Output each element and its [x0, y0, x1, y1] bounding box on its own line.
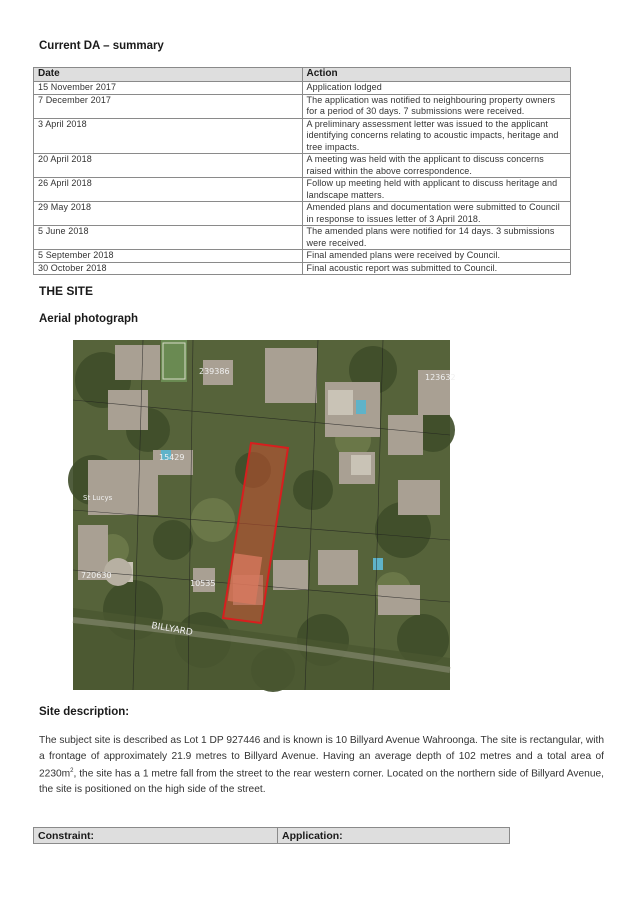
row-action: A meeting was held with the applicant to discuss concerns raised within the above correspondence.	[302, 154, 571, 178]
column-header-date: Date	[34, 68, 303, 82]
table-row	[34, 250, 571, 263]
table-row	[34, 94, 571, 118]
place-label: St Lucys	[83, 494, 113, 502]
row-date: 3 April 2018	[34, 118, 303, 154]
constraints-table	[33, 827, 510, 844]
row-action: Application lodged	[302, 82, 571, 95]
road-label: BILLYARD	[150, 621, 194, 639]
aerial-photo-svg	[73, 340, 456, 690]
row-date: 29 May 2018	[34, 202, 303, 226]
column-header-action: Action	[302, 68, 571, 82]
lot-label: 123632	[425, 373, 456, 382]
row-action: Follow up meeting held with applicant to discuss heritage and landscape matters.	[302, 178, 571, 202]
table-row	[34, 118, 571, 154]
table-row	[34, 226, 571, 250]
column-header-constraint: Constraint:	[34, 828, 278, 844]
lot-label: 720630	[81, 571, 112, 580]
table-header-row	[34, 828, 510, 844]
lot-label: 239386	[199, 367, 230, 376]
da-summary-table	[33, 67, 571, 275]
row-date: 5 June 2018	[34, 226, 303, 250]
site-description-text	[39, 733, 604, 797]
lot-label: 15429	[159, 453, 185, 462]
table-row	[34, 154, 571, 178]
row-action: Final amended plans were received by Council.	[302, 250, 571, 263]
table-header-row	[34, 68, 571, 82]
summary-heading: Current DA – summary	[39, 40, 164, 52]
aerial-photo-heading: Aerial photograph	[39, 313, 139, 325]
row-date: 7 December 2017	[34, 94, 303, 118]
description-text-part: , the site has a 1 metre fall from the street to the rear western corner. Located on the northern side of Billyard Avenue, the site is positioned on the high side of the street.	[39, 768, 604, 795]
column-header-application: Application:	[278, 828, 510, 844]
description-text-part: The subject site is described as Lot 1 DP 927446 and is known is 10 Billyard Avenue Wahroonga. The site is rectangular, with a frontage of approximately 21.9 metres to Billyard Avenue. Having an average depth of 102 metres and a total area of 2230m	[39, 735, 604, 780]
area-unit-superscript: 2	[70, 768, 74, 774]
row-date: 26 April 2018	[34, 178, 303, 202]
table-row	[34, 178, 571, 202]
row-action: Amended plans and documentation were submitted to Council in response to issues letter of 3 April 2018.	[302, 202, 571, 226]
table-row	[34, 82, 571, 95]
site-description-heading: Site description:	[39, 706, 130, 718]
table-row	[34, 262, 571, 275]
row-action: The amended plans were notified for 14 days. 3 submissions were received.	[302, 226, 571, 250]
site-heading: THE SITE	[39, 284, 94, 298]
row-action: Final acoustic report was submitted to Council.	[302, 262, 571, 275]
table-row	[34, 202, 571, 226]
row-action: The application was notified to neighbouring property owners for a period of 30 days. 7 submissions were received.	[302, 94, 571, 118]
lot-label: 10535	[190, 579, 216, 588]
row-date: 20 April 2018	[34, 154, 303, 178]
aerial-photograph	[73, 340, 456, 690]
row-action: A preliminary assessment letter was issued to the applicant identifying concerns relating to acoustic impacts, heritage and tree impacts.	[302, 118, 571, 154]
row-date: 5 September 2018	[34, 250, 303, 263]
row-date: 15 November 2017	[34, 82, 303, 95]
row-date: 30 October 2018	[34, 262, 303, 275]
